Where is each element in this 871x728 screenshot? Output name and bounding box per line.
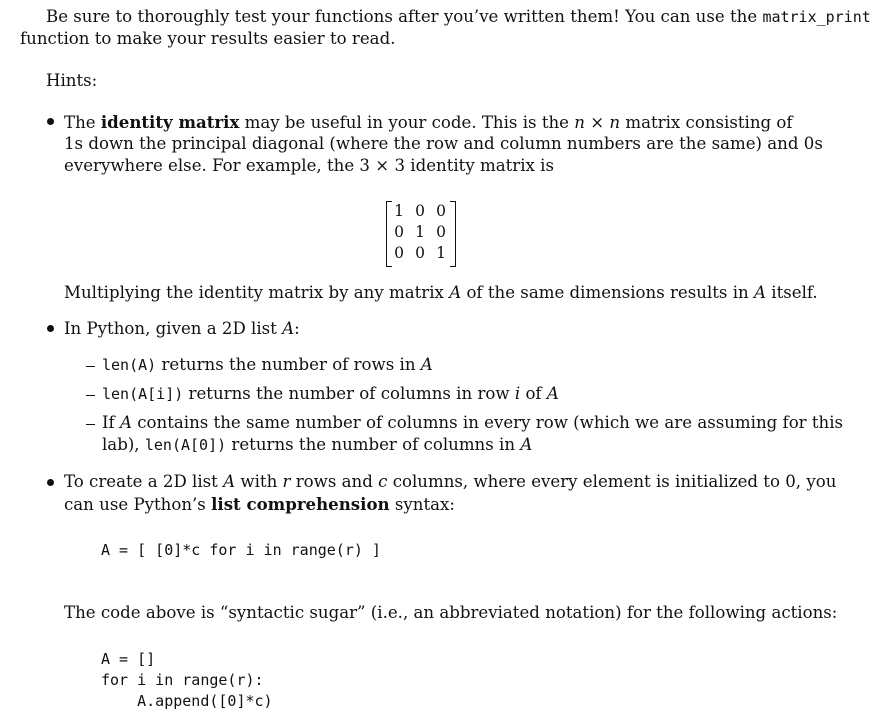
matrix-cell: 0 bbox=[415, 202, 425, 220]
sub-item-same-columns-1: If A contains the same number of columns in every row (which we are assuming for this bbox=[102, 413, 844, 432]
identity-matrix bbox=[386, 201, 456, 267]
intro-line-2: function to make your results easier to read. bbox=[20, 29, 396, 48]
code-list-comprehension: A = [ [0]*c for i in range(r) ] bbox=[101, 541, 381, 559]
matrix-cell: 1 bbox=[415, 223, 425, 241]
sub-item-same-columns-2: lab), len(A[0]) returns the number of columns in A bbox=[102, 435, 533, 454]
bullet-icon bbox=[47, 118, 54, 125]
bullet3-syntactic-sugar: The code above is “syntactic sugar” (i.e., an abbreviated notation) for the following actions: bbox=[64, 603, 838, 622]
bullet1-line-1: The identity matrix may be useful in your code. This is the n × n matrix consisting of bbox=[64, 112, 793, 132]
code-line: A = [] bbox=[101, 650, 156, 668]
dash-icon bbox=[86, 395, 95, 396]
matrix-cell: 0 bbox=[394, 244, 404, 262]
sub-item-len-columns: len(A[i]) returns the number of columns in row i of A bbox=[102, 384, 559, 403]
matrix-print-code: matrix_print bbox=[762, 8, 871, 26]
list-comprehension-term: list comprehension bbox=[211, 494, 390, 514]
matrix-cell: 0 bbox=[436, 223, 446, 241]
bullet1-line-2: 1s down the principal diagonal (where the row and column numbers are the same) and 0s bbox=[64, 134, 823, 153]
intro-text: Be sure to thoroughly test your functions after you’ve written them! You can use the bbox=[46, 7, 763, 26]
bullet-icon bbox=[47, 479, 54, 486]
code-line: for i in range(r): bbox=[101, 671, 264, 689]
sub-item-len-rows: len(A) returns the number of rows in A bbox=[102, 355, 433, 374]
hints-label: Hints: bbox=[46, 71, 98, 90]
dash-icon bbox=[86, 424, 95, 425]
bullet3-line-2: can use Python’s list comprehension syntax: bbox=[64, 494, 455, 514]
code-line: A.append([0]*c) bbox=[101, 692, 273, 710]
matrix-cell: 1 bbox=[394, 202, 404, 220]
matrix-cell: 0 bbox=[394, 223, 404, 241]
bullet-icon bbox=[47, 325, 54, 332]
identity-matrix-term: identity matrix bbox=[100, 112, 240, 132]
right-bracket bbox=[450, 201, 456, 267]
bullet2-line-1: In Python, given a 2D list A: bbox=[64, 319, 300, 338]
dash-icon bbox=[86, 366, 95, 367]
bullet3-line-1: To create a 2D list A with r rows and c columns, where every element is initialized to 0, you bbox=[64, 472, 837, 491]
matrix-cell: 1 bbox=[436, 244, 446, 262]
matrix-cell: 0 bbox=[436, 202, 446, 220]
intro-line-1 bbox=[46, 6, 871, 28]
bullet1-line-3: everywhere else. For example, the 3 × 3 identity matrix is bbox=[64, 156, 554, 175]
bullet1-after-matrix: Multiplying the identity matrix by any matrix A of the same dimensions results in A itself. bbox=[64, 283, 818, 302]
matrix-cell: 0 bbox=[415, 244, 425, 262]
